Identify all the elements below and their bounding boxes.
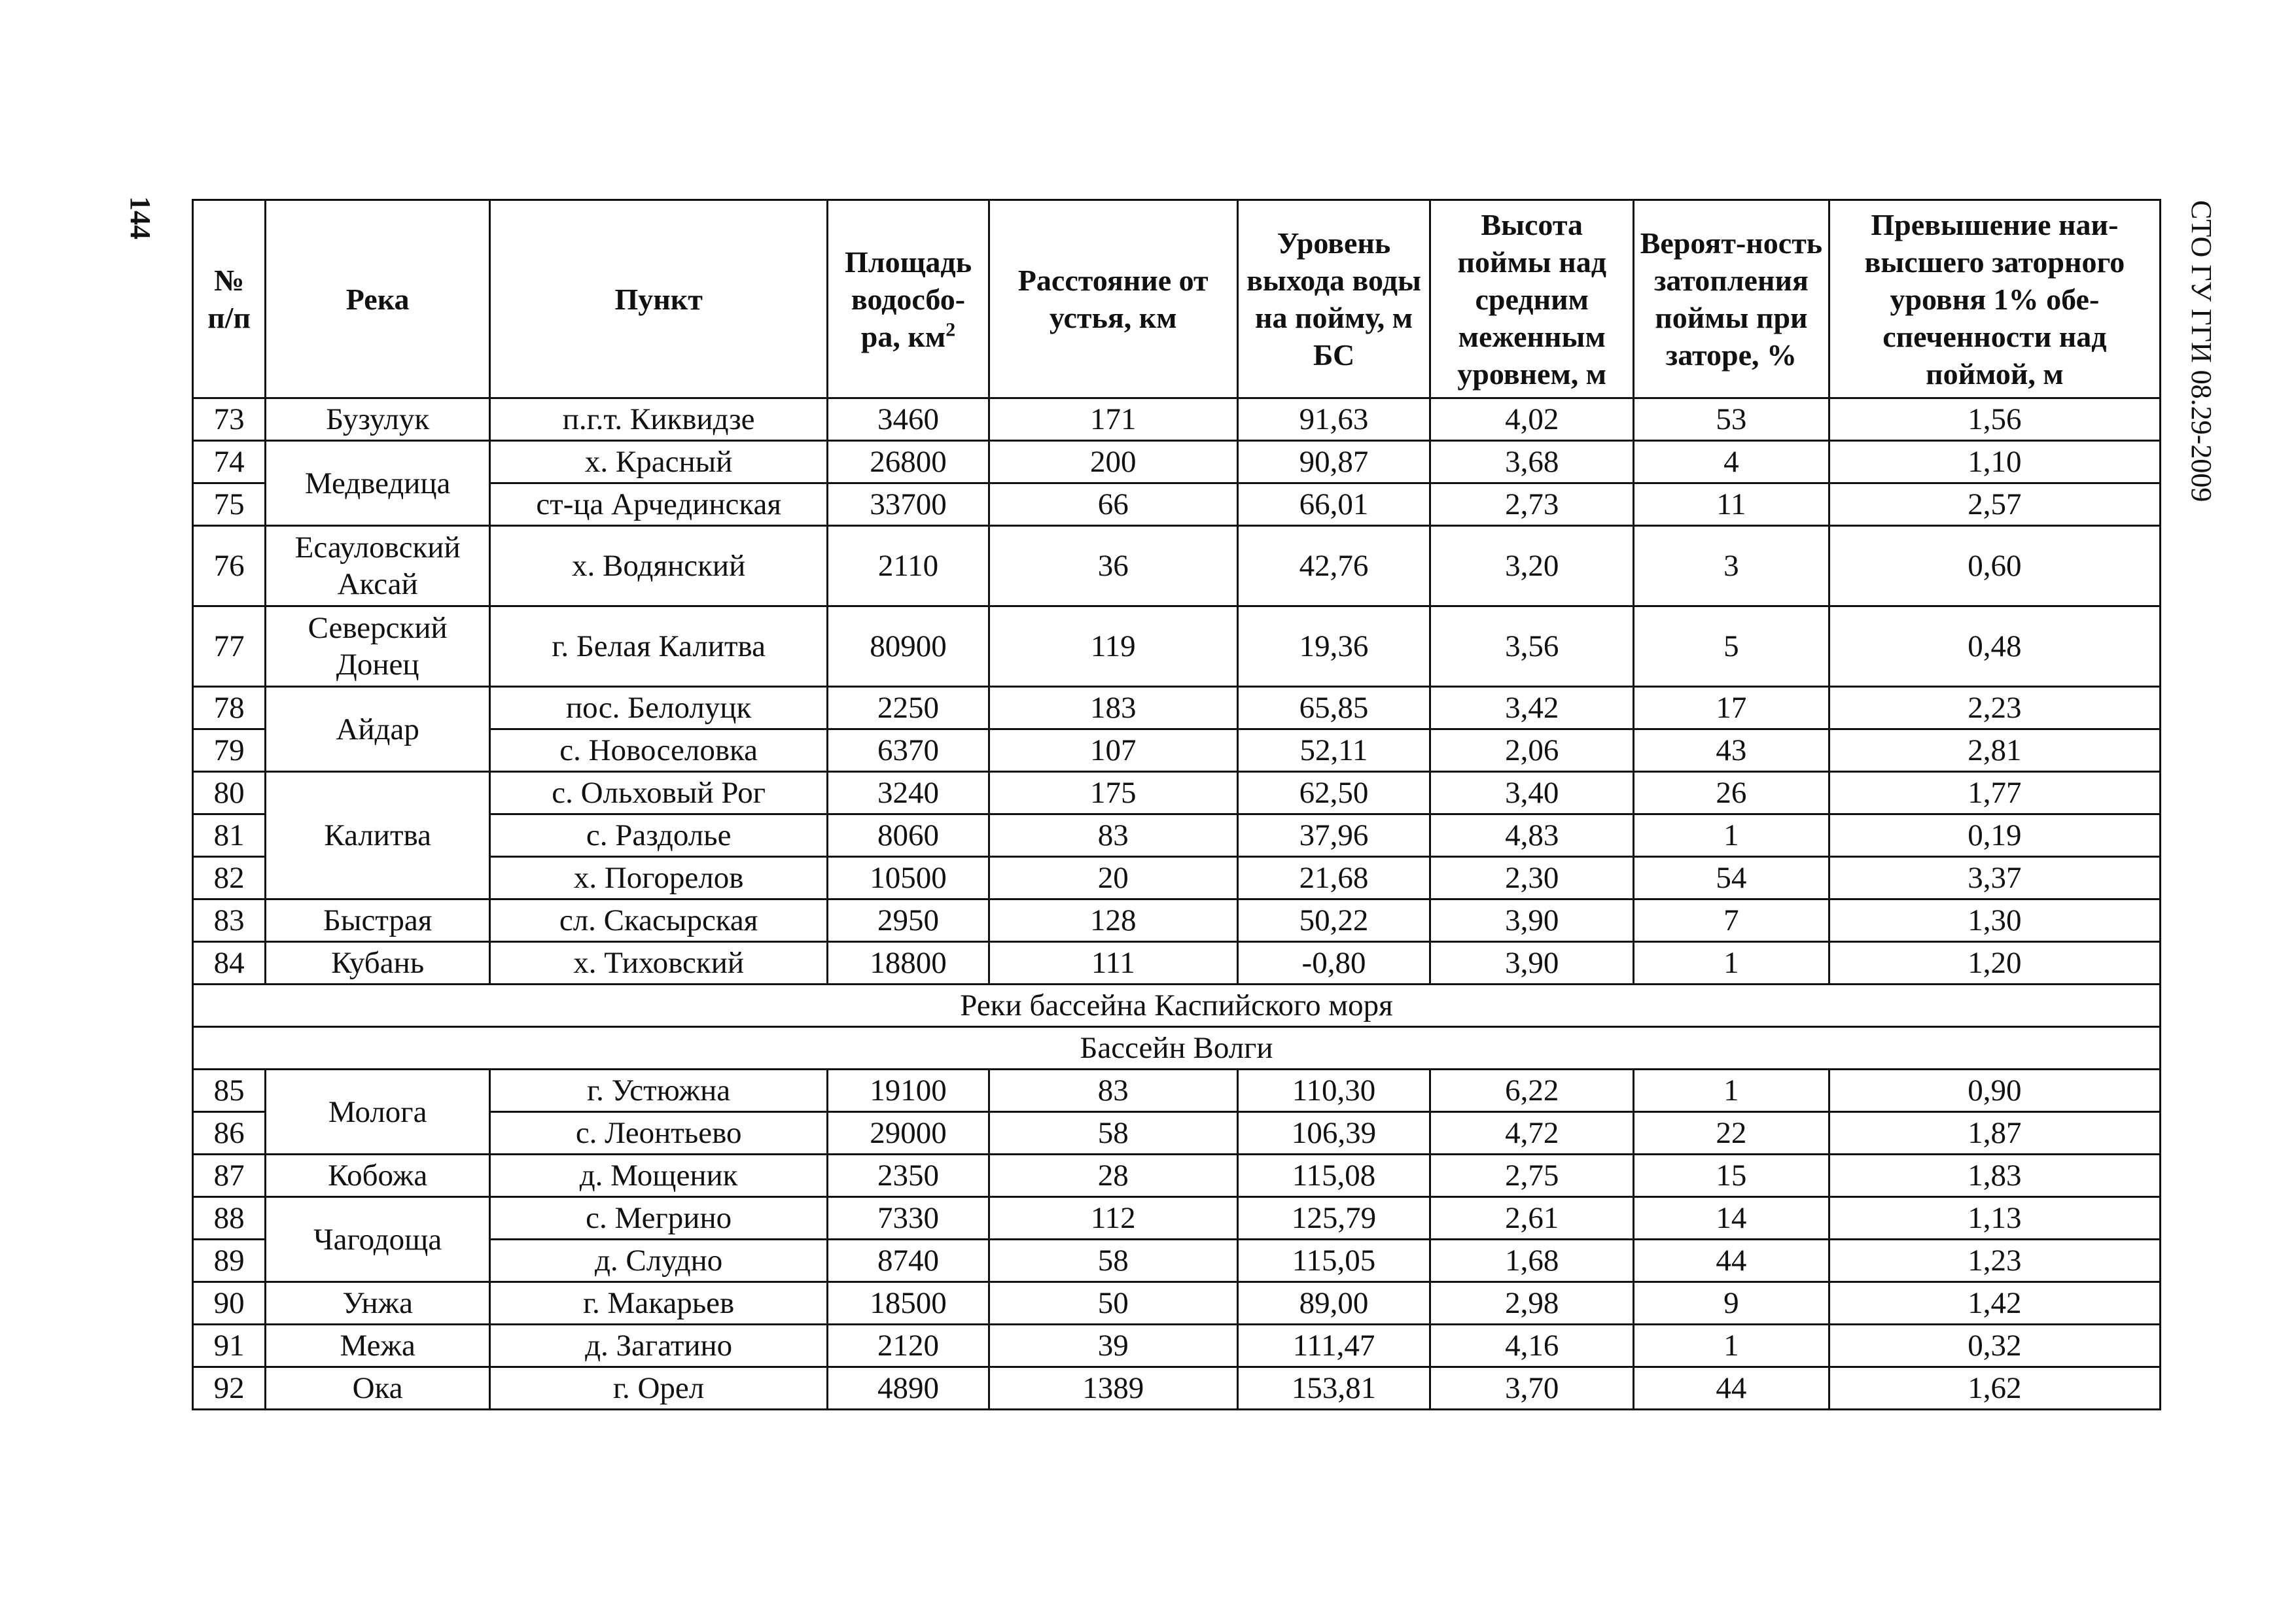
cell-area: 8060	[828, 814, 989, 857]
cell-num: 75	[193, 483, 266, 526]
cell-level: 52,11	[1237, 729, 1430, 772]
cell-num: 77	[193, 606, 266, 687]
cell-height: 6,22	[1430, 1070, 1634, 1112]
cell-probability: 1	[1634, 942, 1829, 985]
cell-distance: 112	[989, 1197, 1237, 1240]
cell-distance: 83	[989, 1070, 1237, 1112]
cell-point: пос. Белолуцк	[490, 687, 828, 729]
cell-probability: 1	[1634, 814, 1829, 857]
cell-excess: 2,23	[1829, 687, 2160, 729]
header-area-superscript: 2	[945, 319, 956, 341]
header-level: Уровень выхода воды на пойму, м БС	[1237, 200, 1430, 398]
cell-height: 3,40	[1430, 772, 1634, 814]
table-row	[193, 1367, 2161, 1410]
cell-level: 110,30	[1237, 1070, 1430, 1112]
cell-excess: 1,30	[1829, 899, 2160, 942]
cell-area: 29000	[828, 1112, 989, 1155]
cell-num: 74	[193, 441, 266, 483]
cell-area: 6370	[828, 729, 989, 772]
cell-height: 3,20	[1430, 526, 1634, 606]
cell-level: 50,22	[1237, 899, 1430, 942]
cell-probability: 5	[1634, 606, 1829, 687]
section-row	[193, 985, 2161, 1027]
cell-level: 153,81	[1237, 1367, 1430, 1410]
cell-distance: 66	[989, 483, 1237, 526]
cell-level: 90,87	[1237, 441, 1430, 483]
cell-distance: 171	[989, 398, 1237, 441]
cell-area: 18800	[828, 942, 989, 985]
cell-river: Быстрая	[266, 899, 490, 942]
cell-excess: 1,23	[1829, 1240, 2160, 1282]
header-num: № п/п	[193, 200, 266, 398]
cell-level: 65,85	[1237, 687, 1430, 729]
table-row	[193, 1070, 2161, 1112]
cell-excess: 1,77	[1829, 772, 2160, 814]
cell-num: 85	[193, 1070, 266, 1112]
cell-probability: 22	[1634, 1112, 1829, 1155]
cell-distance: 58	[989, 1112, 1237, 1155]
cell-river: Айдар	[266, 687, 490, 772]
cell-distance: 107	[989, 729, 1237, 772]
cell-height: 3,56	[1430, 606, 1634, 687]
cell-probability: 54	[1634, 857, 1829, 899]
cell-point: х. Красный	[490, 441, 828, 483]
cell-area: 3460	[828, 398, 989, 441]
cell-probability: 14	[1634, 1197, 1829, 1240]
cell-distance: 175	[989, 772, 1237, 814]
cell-probability: 1	[1634, 1070, 1829, 1112]
table-row	[193, 1197, 2161, 1240]
cell-point: х. Водянский	[490, 526, 828, 606]
cell-distance: 39	[989, 1325, 1237, 1367]
cell-probability: 11	[1634, 483, 1829, 526]
table-row	[193, 772, 2161, 814]
cell-num: 76	[193, 526, 266, 606]
table-row	[193, 1155, 2161, 1197]
cell-area: 8740	[828, 1240, 989, 1282]
section-caspian: Реки бассейна Каспийского моря	[193, 985, 2161, 1027]
cell-distance: 28	[989, 1155, 1237, 1197]
cell-point: д. Слудно	[490, 1240, 828, 1282]
cell-level: 106,39	[1237, 1112, 1430, 1155]
cell-num: 90	[193, 1282, 266, 1325]
cell-probability: 44	[1634, 1240, 1829, 1282]
table-row	[193, 942, 2161, 985]
table-row	[193, 441, 2161, 483]
cell-level: 37,96	[1237, 814, 1430, 857]
cell-river: Кобожа	[266, 1155, 490, 1197]
document-code: СТО ГУ ГГИ 08.29-2009	[2185, 200, 2217, 502]
cell-height: 3,42	[1430, 687, 1634, 729]
cell-level: 115,08	[1237, 1155, 1430, 1197]
cell-river: Молога	[266, 1070, 490, 1155]
cell-level: 125,79	[1237, 1197, 1430, 1240]
cell-level: 21,68	[1237, 857, 1430, 899]
cell-area: 2120	[828, 1325, 989, 1367]
cell-point: д. Загатино	[490, 1325, 828, 1367]
cell-distance: 1389	[989, 1367, 1237, 1410]
header-point: Пункт	[490, 200, 828, 398]
cell-level: 115,05	[1237, 1240, 1430, 1282]
cell-distance: 183	[989, 687, 1237, 729]
rivers-table	[192, 199, 2161, 1410]
cell-probability: 26	[1634, 772, 1829, 814]
cell-height: 4,02	[1430, 398, 1634, 441]
cell-distance: 119	[989, 606, 1237, 687]
cell-river: Есауловский Аксай	[266, 526, 490, 606]
cell-river: Ока	[266, 1367, 490, 1410]
cell-level: 111,47	[1237, 1325, 1430, 1367]
cell-excess: 1,42	[1829, 1282, 2160, 1325]
cell-excess: 0,32	[1829, 1325, 2160, 1367]
table-header-row	[193, 200, 2161, 398]
cell-distance: 200	[989, 441, 1237, 483]
cell-num: 91	[193, 1325, 266, 1367]
cell-height: 3,70	[1430, 1367, 1634, 1410]
table-row	[193, 687, 2161, 729]
header-probability: Вероят-ность затопления поймы при заторе, %	[1634, 200, 1829, 398]
cell-excess: 1,62	[1829, 1367, 2160, 1410]
cell-height: 3,68	[1430, 441, 1634, 483]
cell-point: с. Мегрино	[490, 1197, 828, 1240]
cell-point: сл. Скасырская	[490, 899, 828, 942]
cell-point: с. Раздолье	[490, 814, 828, 857]
cell-num: 82	[193, 857, 266, 899]
cell-area: 2350	[828, 1155, 989, 1197]
cell-probability: 9	[1634, 1282, 1829, 1325]
cell-river: Унжа	[266, 1282, 490, 1325]
cell-point: ст-ца Арчединская	[490, 483, 828, 526]
cell-river: Северский Донец	[266, 606, 490, 687]
cell-probability: 4	[1634, 441, 1829, 483]
cell-point: г. Макарьев	[490, 1282, 828, 1325]
cell-excess: 0,60	[1829, 526, 2160, 606]
cell-num: 87	[193, 1155, 266, 1197]
cell-area: 10500	[828, 857, 989, 899]
cell-level: 89,00	[1237, 1282, 1430, 1325]
cell-height: 3,90	[1430, 899, 1634, 942]
cell-area: 26800	[828, 441, 989, 483]
cell-probability: 1	[1634, 1325, 1829, 1367]
cell-distance: 50	[989, 1282, 1237, 1325]
header-area	[828, 200, 989, 398]
cell-num: 78	[193, 687, 266, 729]
table-row	[193, 526, 2161, 606]
cell-point: с. Новоселовка	[490, 729, 828, 772]
cell-river: Кубань	[266, 942, 490, 985]
cell-excess: 2,81	[1829, 729, 2160, 772]
cell-area: 33700	[828, 483, 989, 526]
cell-num: 92	[193, 1367, 266, 1410]
cell-height: 4,16	[1430, 1325, 1634, 1367]
table-row	[193, 606, 2161, 687]
cell-distance: 20	[989, 857, 1237, 899]
section-row	[193, 1027, 2161, 1070]
cell-height: 2,75	[1430, 1155, 1634, 1197]
cell-point: д. Мощеник	[490, 1155, 828, 1197]
cell-height: 2,06	[1430, 729, 1634, 772]
cell-point: с. Леонтьево	[490, 1112, 828, 1155]
cell-height: 3,90	[1430, 942, 1634, 985]
cell-probability: 3	[1634, 526, 1829, 606]
cell-point: г. Устюжна	[490, 1070, 828, 1112]
cell-excess: 1,56	[1829, 398, 2160, 441]
cell-probability: 15	[1634, 1155, 1829, 1197]
header-height: Высота поймы над средним меженным уровнем, м	[1430, 200, 1634, 398]
header-river: Река	[266, 200, 490, 398]
cell-distance: 111	[989, 942, 1237, 985]
cell-area: 2250	[828, 687, 989, 729]
table-row	[193, 1325, 2161, 1367]
header-distance: Расстояние от устья, км	[989, 200, 1237, 398]
cell-river: Калитва	[266, 772, 490, 899]
cell-distance: 58	[989, 1240, 1237, 1282]
cell-level: 91,63	[1237, 398, 1430, 441]
cell-point: х. Погорелов	[490, 857, 828, 899]
cell-point: п.г.т. Киквидзе	[490, 398, 828, 441]
cell-height: 2,73	[1430, 483, 1634, 526]
cell-num: 80	[193, 772, 266, 814]
cell-probability: 17	[1634, 687, 1829, 729]
cell-river: Чагодоща	[266, 1197, 490, 1282]
cell-distance: 36	[989, 526, 1237, 606]
table-row	[193, 1282, 2161, 1325]
cell-probability: 7	[1634, 899, 1829, 942]
cell-height: 2,30	[1430, 857, 1634, 899]
table-row	[193, 398, 2161, 441]
cell-distance: 128	[989, 899, 1237, 942]
cell-excess: 0,90	[1829, 1070, 2160, 1112]
cell-num: 73	[193, 398, 266, 441]
cell-excess: 2,57	[1829, 483, 2160, 526]
cell-level: -0,80	[1237, 942, 1430, 985]
cell-excess: 0,48	[1829, 606, 2160, 687]
cell-level: 42,76	[1237, 526, 1430, 606]
cell-area: 2110	[828, 526, 989, 606]
cell-excess: 1,10	[1829, 441, 2160, 483]
cell-level: 19,36	[1237, 606, 1430, 687]
cell-height: 4,72	[1430, 1112, 1634, 1155]
page-number: 144	[124, 196, 156, 239]
cell-area: 18500	[828, 1282, 989, 1325]
cell-area: 7330	[828, 1197, 989, 1240]
cell-num: 88	[193, 1197, 266, 1240]
section-volga: Бассейн Волги	[193, 1027, 2161, 1070]
cell-height: 2,61	[1430, 1197, 1634, 1240]
cell-num: 89	[193, 1240, 266, 1282]
cell-excess: 1,20	[1829, 942, 2160, 985]
cell-num: 81	[193, 814, 266, 857]
cell-area: 19100	[828, 1070, 989, 1112]
cell-point: х. Тиховский	[490, 942, 828, 985]
cell-river: Межа	[266, 1325, 490, 1367]
cell-point: с. Ольховый Рог	[490, 772, 828, 814]
cell-num: 79	[193, 729, 266, 772]
cell-excess: 1,87	[1829, 1112, 2160, 1155]
cell-probability: 44	[1634, 1367, 1829, 1410]
cell-height: 4,83	[1430, 814, 1634, 857]
cell-point: г. Орел	[490, 1367, 828, 1410]
cell-river: Медведица	[266, 441, 490, 526]
table-row	[193, 899, 2161, 942]
cell-excess: 3,37	[1829, 857, 2160, 899]
cell-num: 86	[193, 1112, 266, 1155]
cell-num: 84	[193, 942, 266, 985]
cell-area: 80900	[828, 606, 989, 687]
header-excess: Превышение наи-высшего заторного уровня 1% обе-спеченности над поймой, м	[1829, 200, 2160, 398]
cell-excess: 1,83	[1829, 1155, 2160, 1197]
cell-height: 1,68	[1430, 1240, 1634, 1282]
cell-area: 2950	[828, 899, 989, 942]
cell-height: 2,98	[1430, 1282, 1634, 1325]
cell-river: Бузулук	[266, 398, 490, 441]
cell-probability: 53	[1634, 398, 1829, 441]
cell-level: 66,01	[1237, 483, 1430, 526]
cell-excess: 0,19	[1829, 814, 2160, 857]
cell-excess: 1,13	[1829, 1197, 2160, 1240]
cell-point: г. Белая Калитва	[490, 606, 828, 687]
cell-probability: 43	[1634, 729, 1829, 772]
cell-level: 62,50	[1237, 772, 1430, 814]
cell-distance: 83	[989, 814, 1237, 857]
cell-area: 4890	[828, 1367, 989, 1410]
cell-area: 3240	[828, 772, 989, 814]
cell-num: 83	[193, 899, 266, 942]
header-area-text: Площадь водосбо-ра, км	[845, 245, 972, 353]
